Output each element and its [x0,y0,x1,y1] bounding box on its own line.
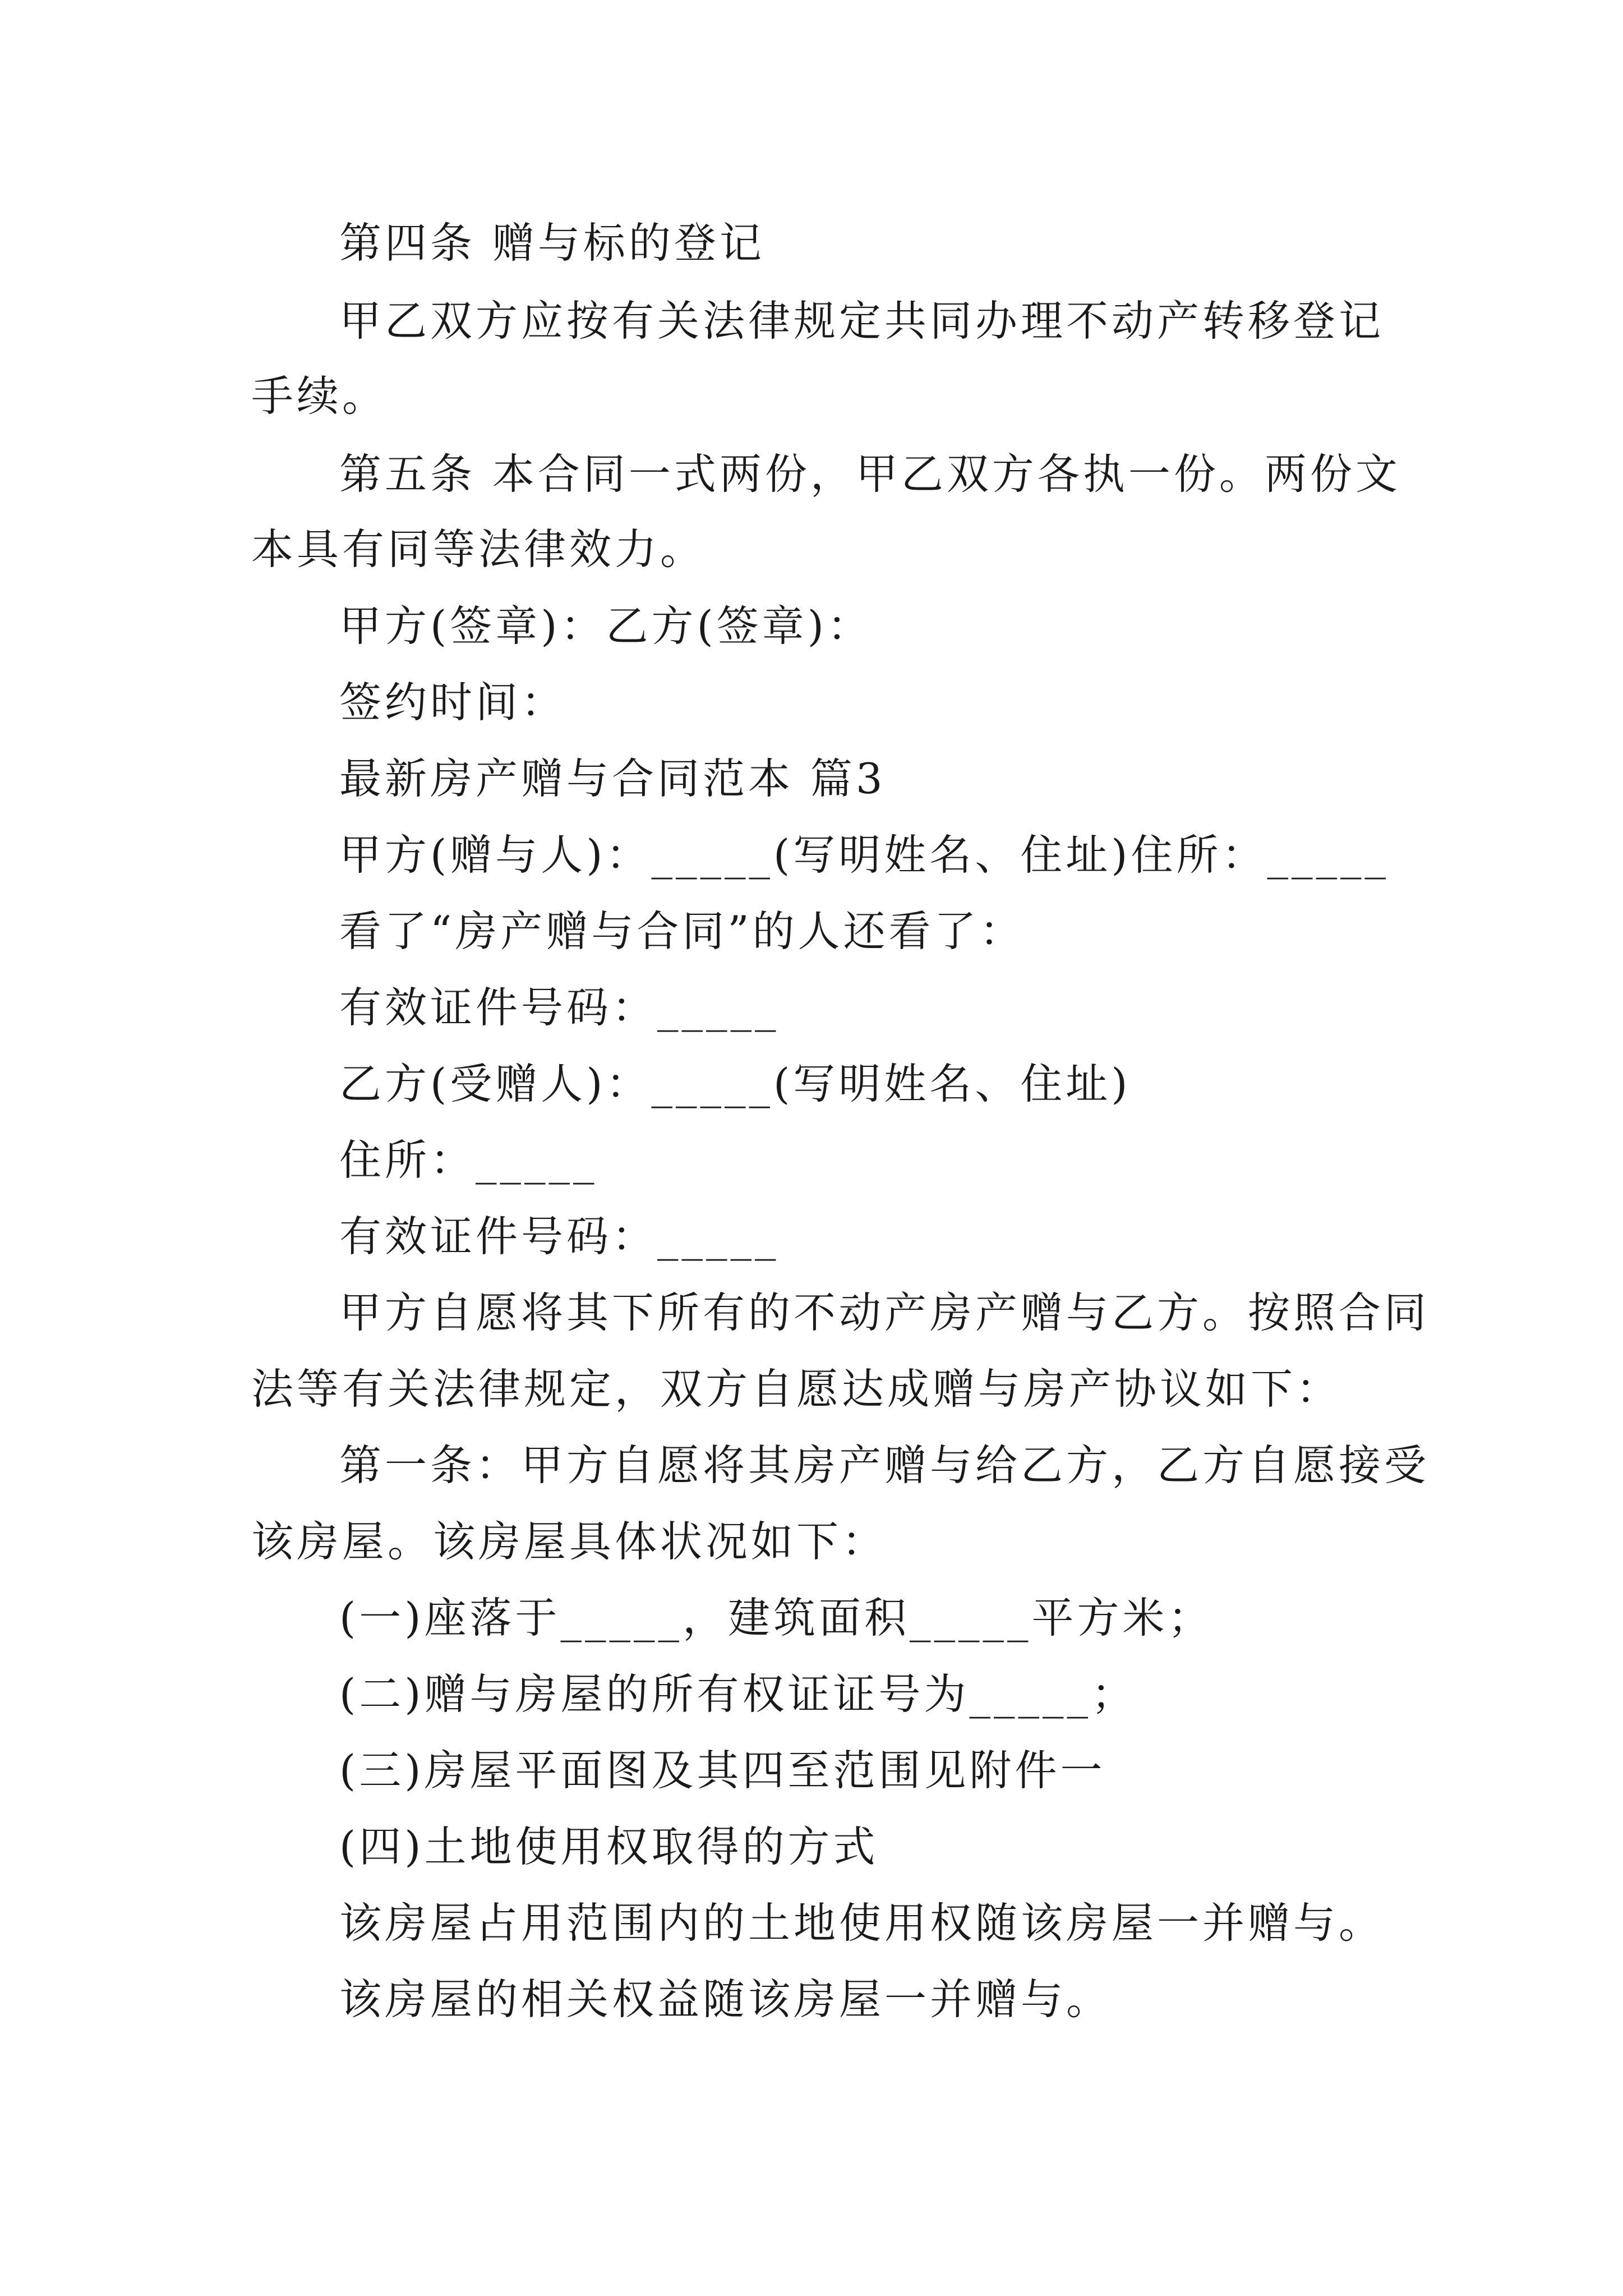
clause-4-land-use: (四)土地使用权取得的方式 [339,1822,879,1871]
rights-paragraph: 该房屋的相关权益随该房屋一并赠与。 [339,1975,1112,2024]
signature-line: 甲方(签章)：乙方(签章)： [339,601,873,651]
party-a-line: 甲方(赠与人)：_____(写明姓名、住址)住所：_____ [339,830,1390,880]
land-use-paragraph: 该房屋占用范围内的土地使用权随该房屋一并赠与。 [339,1898,1385,1948]
clause-2-certificate: (二)赠与房屋的所有权证证号为_____； [339,1669,1137,1719]
intro-paragraph-line-2: 法等有关法律规定，双方自愿达成赠与房产协议如下： [251,1364,1342,1414]
article-4-body-line-1: 甲乙双方应按有关法律规定共同办理不动产转移登记 [339,296,1385,346]
article-1-line-1: 第一条：甲方自愿将其房产赠与给乙方，乙方自愿接受 [339,1441,1430,1490]
article-5-line-1: 第五条 本合同一式两份，甲乙双方各执一份。两份文 [339,449,1401,499]
section-heading: 最新房产赠与合同范本 篇3 [339,754,886,803]
party-a-id-line: 有效证件号码：_____ [339,983,780,1032]
intro-paragraph-line-1: 甲方自愿将其下所有的不动产房产赠与乙方。按照合同 [339,1288,1430,1337]
party-b-id-line: 有效证件号码：_____ [339,1212,780,1261]
related-reading-line: 看了“房产赠与合同”的人还看了： [339,907,1025,956]
article-4-title: 第四条 赠与标的登记 [339,218,765,268]
party-b-address-line: 住所：_____ [339,1135,598,1185]
article-1-line-2: 该房屋。该房屋具体状况如下： [251,1517,888,1566]
clause-1-location: (一)座落于_____，建筑面积_____平方米； [339,1593,1214,1642]
signing-date-line: 签约时间： [339,678,567,727]
party-b-line: 乙方(受赠人)：_____(写明姓名、住址) [339,1059,1131,1108]
article-5-line-2: 本具有同等法律效力。 [251,524,706,574]
article-4-body-line-2: 手续。 [251,371,388,421]
clause-3-floor-plan: (三)房屋平面图及其四至范围见附件一 [339,1746,1106,1795]
